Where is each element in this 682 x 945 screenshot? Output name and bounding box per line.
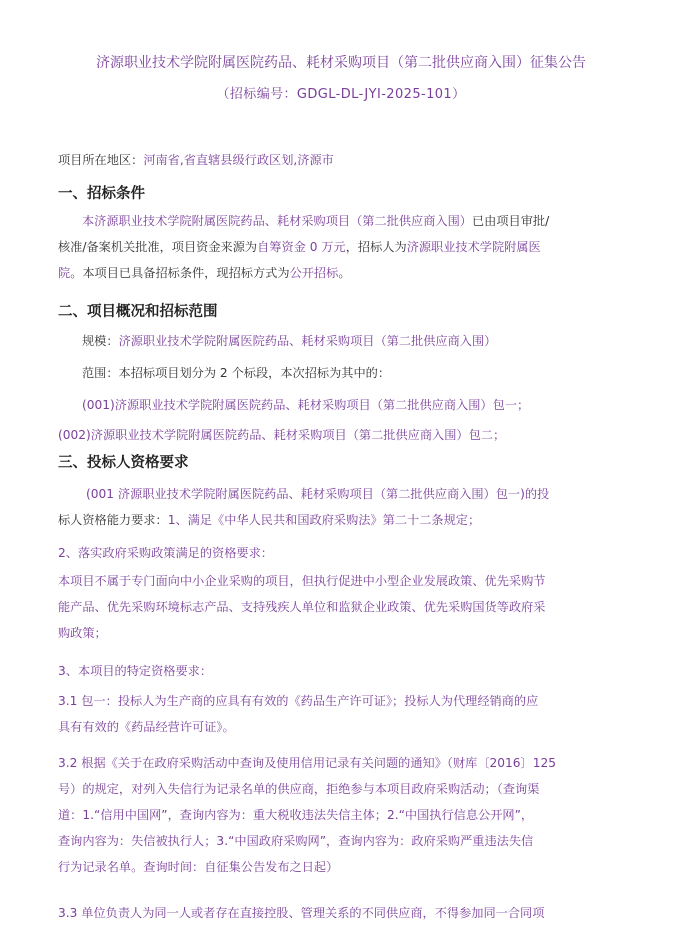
tender-method: 公开招标 bbox=[289, 266, 339, 280]
qualification-3-1: 3.1 包一：投标人为生产商的应具有有效的《药品生产许可证》；投标人为代理经销商的应 具有有效的《药品经营许可证》。 bbox=[58, 694, 539, 734]
project-location bbox=[58, 147, 334, 173]
tenderer-name: 济源职业技术学院附属医 bbox=[406, 240, 541, 254]
section-heading-bidder-qualifications: 三、投标人资格要求 bbox=[58, 455, 189, 471]
lot-2: (002)济源职业技术学院附属医院药品、耗材采购项目（第二批供应商入围）包二； bbox=[58, 428, 506, 442]
tender-code: （招标编号：GDGL-DL-JYI-2025-101） bbox=[216, 87, 466, 102]
location-label: 项目所在地区： bbox=[58, 153, 144, 167]
project-range: 范围：本招标项目划分为 2 个标段，本次招标为其中的： bbox=[82, 366, 391, 380]
project-name-inline: 本济源职业技术学院附属医院药品、耗材采购项目（第二批供应商入围） bbox=[82, 214, 472, 228]
section-heading-project-overview: 二、项目概况和招标范围 bbox=[58, 304, 218, 320]
policy-paragraph: 本项目不属于专门面向中小企业采购的项目，但执行促进中小型企业发展政策、优先采购节 能产品、优先采购环境标志产品、支持残疾人单位和监狱企业政策、优先采购国货等政府采 购政策； bbox=[58, 574, 546, 640]
section-heading-tender-conditions: 一、招标条件 bbox=[58, 186, 145, 202]
lot-1: (001)济源职业技术学院附属医院药品、耗材采购项目（第二批供应商入围）包一； bbox=[82, 398, 530, 412]
qualification-intro: (001 济源职业技术学院附属医院药品、耗材采购项目（第二批供应商入围）包一)的投 标人资格能力要求：1、满足《中华人民共和国政府采购法》第二十二条规定； bbox=[58, 487, 550, 527]
tender-conditions-paragraph: 本济源职业技术学院附属医院药品、耗材采购项目（第二批供应商入围）已由项目审批/ 核准/备案机关批准，项目资金来源为自筹资金 0 万元，招标人为济源职业技术学院附属医 院。本项目已具备招标条件，现招标方式为公开招标。 bbox=[58, 214, 550, 280]
document-title: 济源职业技术学院附属医院药品、耗材采购项目（第二批供应商入围）征集公告 bbox=[96, 55, 586, 71]
qualification-item-2: 2、落实政府采购政策满足的资格要求： bbox=[58, 546, 273, 560]
project-scale-value: 济源职业技术学院附属医院药品、耗材采购项目（第二批供应商入围） bbox=[118, 334, 497, 348]
project-scale: 规模：济源职业技术学院附属医院药品、耗材采购项目（第二批供应商入围） bbox=[82, 334, 497, 348]
location-value: 河南省,省直辖县级行政区划,济源市 bbox=[143, 153, 334, 167]
fund-source: 自筹资金 0 万元 bbox=[257, 240, 346, 254]
qualification-3-3: 3.3 单位负责人为同一人或者存在直接控股、管理关系的不同供应商，不得参加同一合同项 bbox=[58, 906, 545, 920]
qualification-3-2: 3.2 根据《关于在政府采购活动中查询及使用信用记录有关问题的通知》（财库〔2016〕125 号）的规定，对列入失信行为记录名单的供应商，拒绝参与本项目政府采购活动；（查询渠 道：1.“信用中国网”，查询内容为：重大税收违法失信主体；2.“中国执行信息公开网”， 查询内容为：失信被执行人；3.“中国政府采购网”，查询内容为：政府采购严重违法失信 行为记录名单。查询时间：自征集公告发布之日起） bbox=[58, 756, 556, 874]
qualification-item-3: 3、本项目的特定资格要求： bbox=[58, 664, 213, 678]
